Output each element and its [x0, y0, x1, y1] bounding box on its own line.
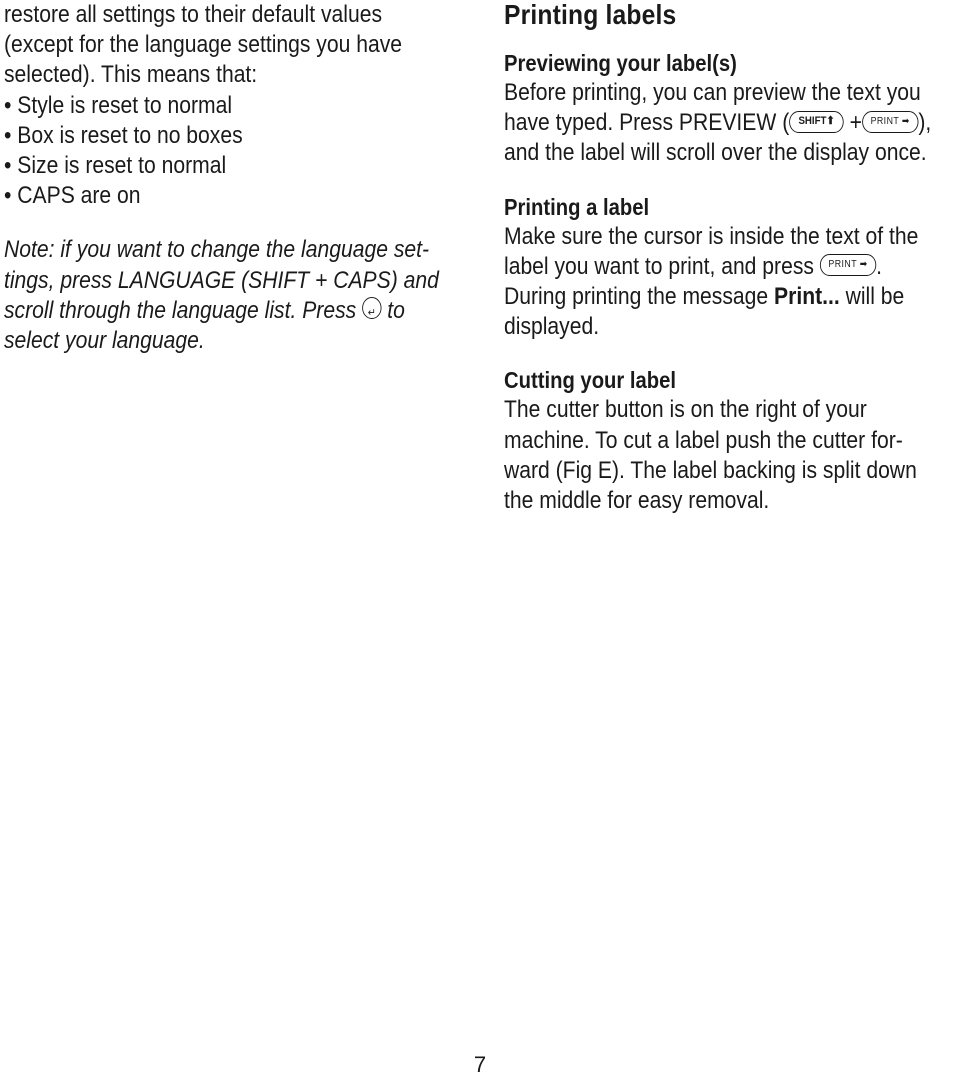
bullet-item: • CAPS are on [4, 182, 141, 210]
preview-line: Before printing, you can preview the text you [504, 79, 921, 106]
cutting-line: the middle for easy removal. [504, 487, 770, 515]
preview-section [504, 48, 956, 169]
right-column [504, 0, 956, 539]
cutting-line: machine. To cut a label push the cutter for- [504, 426, 903, 454]
printing-line: label you want to print, and press [504, 252, 814, 280]
preview-line: have typed. Press PREVIEW ( [504, 109, 790, 137]
note-line: to [387, 296, 405, 324]
printing-line: During printing the message [504, 283, 769, 311]
printing-line: will be [845, 283, 905, 311]
note-line: Note: if you want to change the language set- [4, 236, 430, 264]
note-line: select your language. [4, 327, 205, 355]
preview-line: and the label will scroll over the display once. [504, 139, 927, 167]
section-heading: Printing labels [504, 0, 677, 30]
bullet-item: • Size is reset to normal [4, 152, 227, 180]
intro-line: restore all settings to their default values [4, 1, 383, 28]
preview-title: Previewing your label(s) [504, 50, 737, 76]
left-column [4, 0, 454, 356]
bullet-item: • Style is reset to normal [4, 91, 233, 119]
cutting-title: Cutting your label [504, 367, 677, 394]
print-key-icon: PRINT ➡ [820, 254, 876, 276]
bullet-list [4, 91, 454, 212]
preview-line: ), [918, 109, 932, 137]
note-line: tings, press LANGUAGE (SHIFT + CAPS) and [4, 266, 439, 294]
printing-line: displayed. [504, 313, 600, 341]
note-line: scroll through the language list. Press [4, 296, 357, 324]
intro-line: selected). This means that: [4, 61, 258, 89]
plus-sign: + [849, 109, 862, 137]
printing-section [504, 192, 956, 343]
page-number: 7 [473, 1052, 487, 1077]
language-note [4, 235, 454, 356]
print-message: Print... [774, 283, 840, 311]
cutting-section [504, 365, 956, 516]
print-key-icon: PRINT ➡ [862, 111, 918, 133]
printing-title: Printing a label [504, 193, 650, 220]
printing-line: Make sure the cursor is inside the text of the [504, 222, 919, 250]
cutting-line: ward (Fig E). The label backing is split down [504, 456, 917, 484]
intro-line: (except for the language settings you have [4, 31, 403, 59]
cutting-line: The cutter button is on the right of your [504, 396, 867, 424]
bullet-item: • Box is reset to no boxes [4, 121, 243, 149]
shift-key-icon: SHIFT⬆ [789, 111, 844, 133]
intro-paragraph [4, 0, 454, 91]
printing-line: . [876, 252, 883, 280]
enter-key-icon: ↵ [362, 297, 381, 319]
